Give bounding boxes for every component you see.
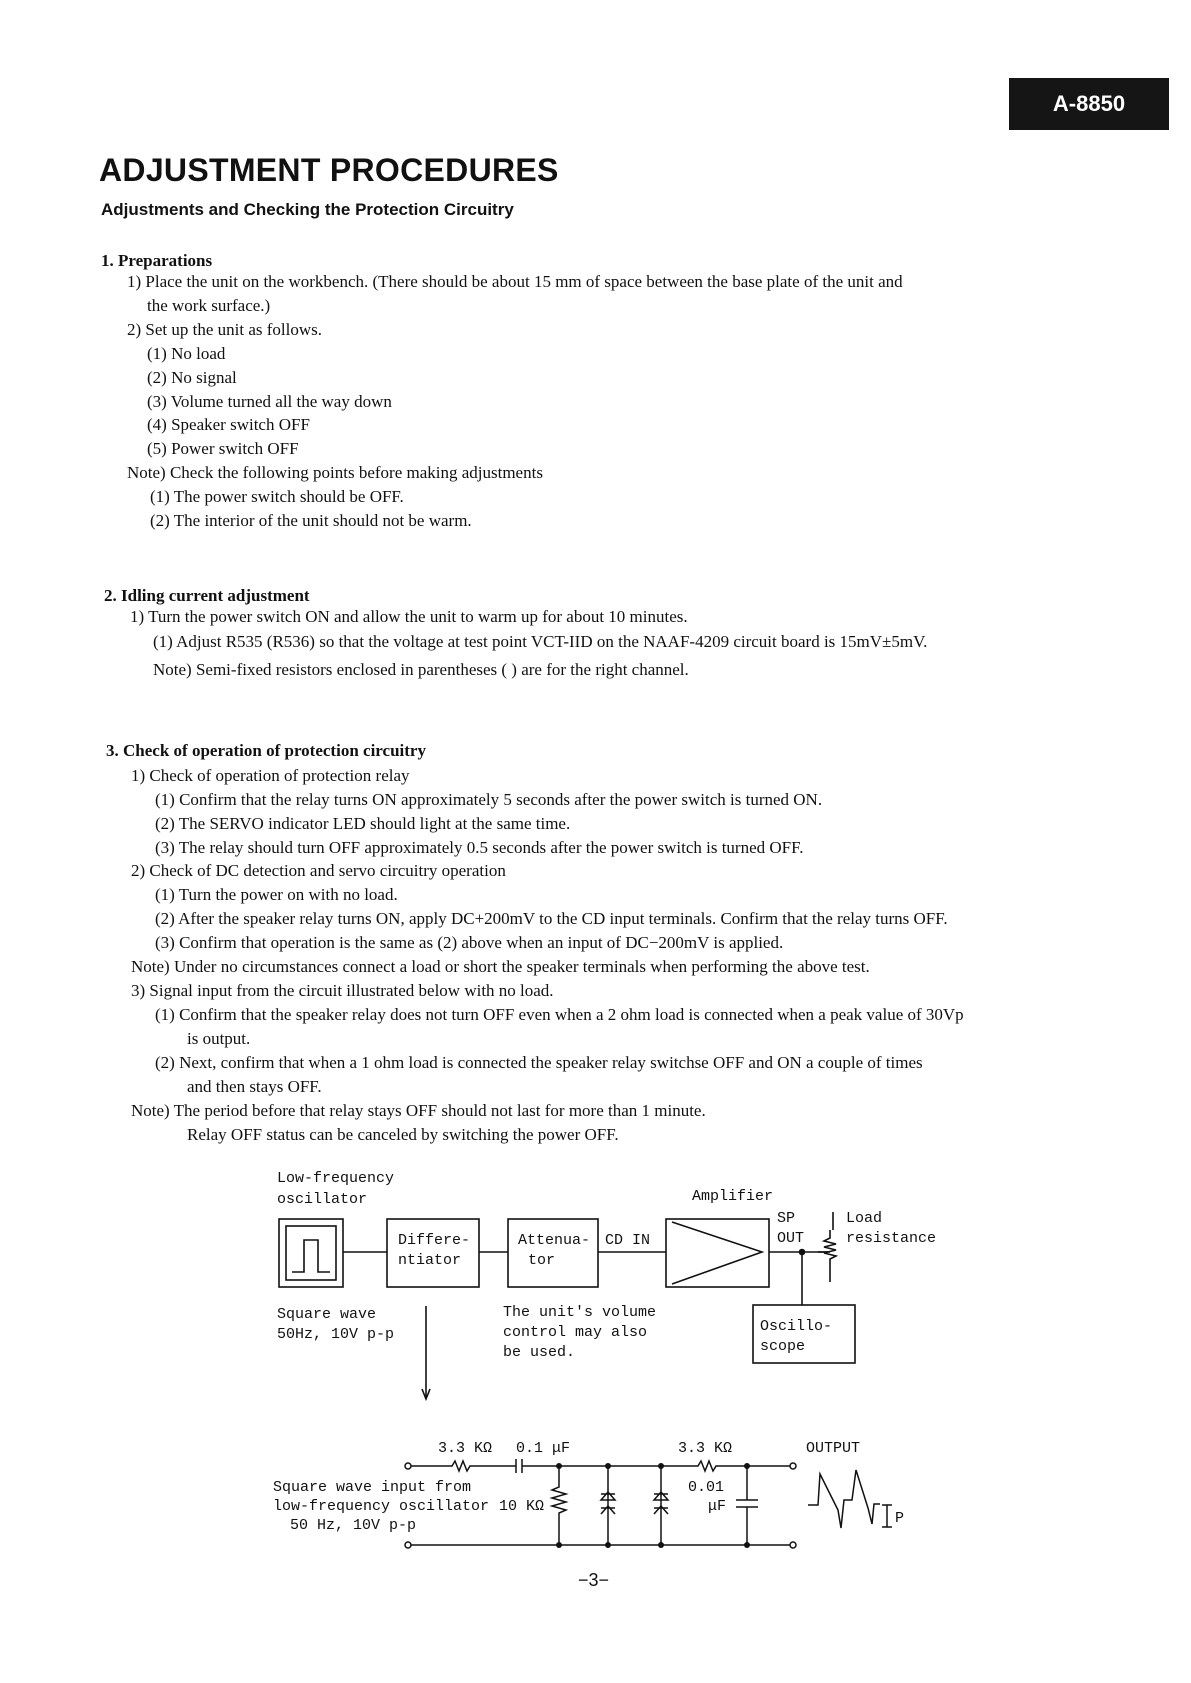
diagram-label: Amplifier (692, 1188, 774, 1205)
list-item: (1) Turn the power on with no load. (155, 885, 398, 904)
text-line: 3) Signal input from the circuit illustrated below with no load. (131, 981, 554, 1000)
list-item: and then stays OFF. (187, 1077, 322, 1096)
amplifier-triangle (672, 1222, 762, 1284)
note: Note) The period before that relay stays OFF should not last for more than 1 minute. (131, 1101, 706, 1120)
diagram-label: 50Hz, 10V p-p (277, 1326, 395, 1343)
diagram-label: CD IN (605, 1232, 651, 1249)
list-item: (2) The interior of the unit should not be warm. (150, 511, 472, 530)
page-subtitle: Adjustments and Checking the Protection Circuitry (101, 200, 514, 219)
oscilloscope-box (753, 1305, 855, 1363)
list-item: (3) Volume turned all the way down (147, 392, 392, 411)
diagram-label: tor (528, 1252, 556, 1269)
schematic-label: P (895, 1510, 905, 1527)
diagram-label: Differe- (398, 1232, 471, 1249)
text-line: 1) Check of operation of protection relay (131, 766, 410, 785)
schematic-label: OUTPUT (806, 1440, 861, 1457)
diagram-label: SP (777, 1210, 796, 1227)
section-3-heading: 3. Check of operation of protection circuitry (106, 741, 426, 760)
attenuator-box (508, 1219, 598, 1287)
schematic-label: 3.3 KΩ (438, 1440, 493, 1457)
output-waveform-icon (808, 1470, 880, 1528)
list-item: (2) No signal (147, 368, 237, 387)
list-item: (2) The SERVO indicator LED should light at the same time. (155, 814, 571, 833)
schematic-label: 3.3 KΩ (678, 1440, 733, 1457)
note: Note) Check the following points before making adjustments (127, 463, 543, 482)
text-line: 2) Set up the unit as follows. (127, 320, 323, 339)
diagram-label: The unit's volume (503, 1304, 657, 1321)
diagram-label: scope (760, 1338, 806, 1355)
text-line: 2) Check of DC detection and servo circuitry operation (131, 861, 506, 880)
model-badge: A-8850 (1009, 78, 1169, 130)
list-item: (3) Confirm that operation is the same as (2) above when an input of DC−200mV is applied. (155, 933, 784, 952)
section-1-heading: 1. Preparations (101, 251, 213, 270)
schematic-label: low-frequency oscillator (273, 1498, 490, 1515)
note: Note) Under no circumstances connect a load or short the speaker terminals when performing the above test. (131, 957, 870, 976)
page-number: −3− (578, 1570, 610, 1590)
differentiator-box (387, 1219, 479, 1287)
diagram-label: control may also (503, 1324, 648, 1341)
text-line: 1) Turn the power switch ON and allow the unit to warm up for about 10 minutes. (130, 607, 688, 626)
list-item: (1) No load (147, 344, 226, 363)
oscillator-frame (279, 1219, 343, 1287)
text-line: (1) Adjust R535 (R536) so that the voltage at test point VCT-IID on the NAAF-4209 circuit board is 15mV±5mV. (153, 632, 928, 651)
schematic-label: 0.01 (688, 1479, 725, 1496)
diagram-label: Square wave (277, 1306, 377, 1323)
section-2-heading: 2. Idling current adjustment (104, 586, 310, 605)
amplifier-box (666, 1219, 769, 1287)
diagram-label: oscillator (277, 1191, 368, 1208)
schematic-label: μF (708, 1498, 727, 1515)
diagram-label: Load (846, 1210, 883, 1227)
oscillator-box (286, 1226, 336, 1280)
square-wave-icon (292, 1240, 330, 1272)
schematic-label: Square wave input from (273, 1479, 472, 1496)
note: Note) Semi-fixed resistors enclosed in parentheses ( ) are for the right channel. (153, 660, 689, 679)
diagram-label: Oscillo- (760, 1318, 833, 1335)
list-item: (2) After the speaker relay turns ON, apply DC+200mV to the CD input terminals. Confirm that the relay turns OFF. (155, 909, 948, 928)
diagram-label: be used. (503, 1344, 576, 1361)
load-resistor (824, 1230, 836, 1282)
note: Relay OFF status can be canceled by switching the power OFF. (187, 1125, 619, 1144)
list-item: (2) Next, confirm that when a 1 ohm load is connected the speaker relay switchse OFF and ON a couple of times (155, 1053, 923, 1072)
page-title: ADJUSTMENT PROCEDURES (99, 152, 559, 188)
schematic-label: 10 KΩ (499, 1498, 545, 1515)
text-line: 1) Place the unit on the workbench. (There should be about 15 mm of space between the base plate of the unit and (127, 272, 903, 291)
diagram-label: Low-frequency (277, 1170, 395, 1187)
diagram-label: Attenua- (518, 1232, 591, 1249)
list-item: (5) Power switch OFF (147, 439, 299, 458)
diagram-label: resistance (846, 1230, 937, 1247)
list-item: is output. (187, 1029, 251, 1048)
diagram-label: ntiator (398, 1252, 462, 1269)
diagram-label: OUT (777, 1230, 805, 1247)
list-item: (4) Speaker switch OFF (147, 415, 310, 434)
list-item: (3) The relay should turn OFF approximately 0.5 seconds after the power switch is turned OFF. (155, 838, 804, 857)
list-item: (1) Confirm that the speaker relay does not turn OFF even when a 2 ohm load is connected when a peak value of 30Vp (155, 1005, 964, 1024)
schematic-label: 50 Hz, 10V p-p (290, 1517, 417, 1534)
list-item: (1) The power switch should be OFF. (150, 487, 404, 506)
text-line: the work surface.) (147, 296, 271, 315)
list-item: (1) Confirm that the relay turns ON approximately 5 seconds after the power switch is turned ON. (155, 790, 823, 809)
schematic-label: 0.1 μF (516, 1440, 571, 1457)
